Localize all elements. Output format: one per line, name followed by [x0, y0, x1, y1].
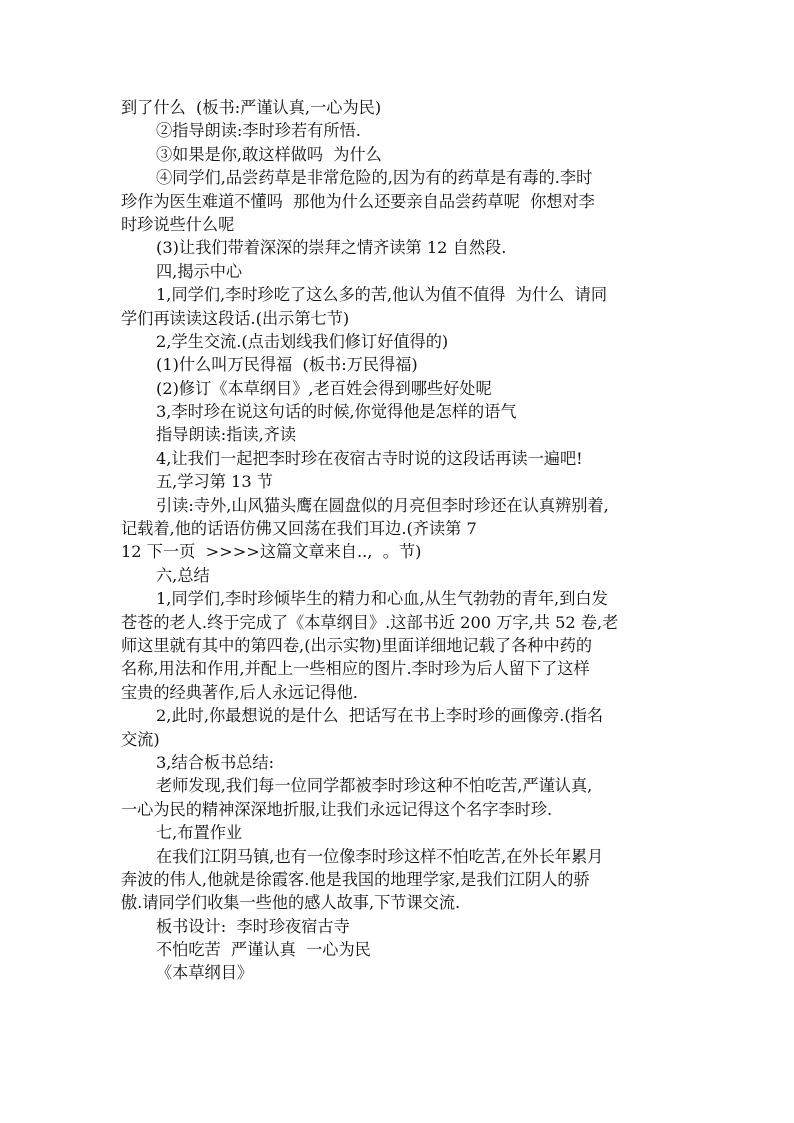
text-line: (3)让我们带着深深的崇拜之情齐读第 12 自然段. [156, 238, 507, 258]
text-line: 名称,用法和作用,并配上一些相应的图片.李时珍为后人留下了这样 [121, 659, 590, 679]
text-line: 引读:寺外,山风猫头鹰在圆盘似的月亮但李时珍还在认真辨别着, [156, 495, 609, 515]
text-line: 1,同学们,李时珍倾毕生的精力和心血,从生气勃勃的青年,到白发 [156, 589, 608, 609]
text-line: 到了什么 (板书:严谨认真,一心为民) [121, 98, 382, 117]
section-heading: 七,布置作业 [156, 823, 243, 843]
text-line: 奔波的伟人,他就是徐霞客.他是我国的地理学家,是我们江阴人的骄 [121, 869, 590, 889]
text-line: 2,此时,你最想说的是什么 把话写在书上李时珍的画像旁.(指名 [156, 706, 604, 726]
text-line: 在我们江阴马镇,也有一位像李时珍这样不怕吃苦,在外长年累月 [156, 846, 604, 866]
text-line: 老师发现,我们每一位同学都被李时珍这种不怕吃苦,严谨认真, [156, 776, 593, 796]
text-line: 宝贵的经典著作,后人永远记得他. [121, 682, 358, 702]
text-line: 一心为民的精神深深地折服,让我们永远记得这个名字李时珍. [121, 799, 553, 819]
text-line: 12 下一页 >>>>这篇文章来自.., 。节) [121, 542, 422, 562]
text-line: 指导朗读:指读,齐读 [156, 425, 297, 445]
text-line: 交流) [121, 729, 160, 749]
text-line: 记载着,他的话语仿佛又回荡在我们耳边.(齐读第 7 [121, 519, 477, 539]
text-line: 傲.请同学们收集一些他的感人故事,下节课交流. [121, 893, 461, 913]
section-heading: 六,总结 [156, 565, 210, 585]
text-line: 1,同学们,李时珍吃了这么多的苦,他认为值不值得 为什么 请同 [156, 285, 608, 305]
text-line: 2,学生交流.(点击划线我们修订好值得的) [156, 331, 449, 351]
text-line: 3,李时珍在说这句话的时候,你觉得他是怎样的语气 [156, 402, 517, 422]
text-line: 珍作为医生难道不懂吗 那他为什么还要亲自品尝药草呢 你想对李 [121, 191, 595, 211]
text-line: (2)修订《本草纲目》,老百姓会得到哪些好处呢 [156, 378, 492, 398]
text-line: 4,让我们一起把李时珍在夜宿古寺时说的这段话再读一遍吧! [156, 448, 583, 468]
text-line: (1)什么叫万民得福 (板书:万民得福) [156, 355, 418, 375]
text-line: 学们再读读这段话.(出示第七节) [121, 308, 350, 328]
text-line: 苍苍的老人.终于完成了《本草纲目》.这部书近 200 万字,共 52 卷,老 [121, 612, 619, 632]
text-line: ④同学们,品尝药草是非常危险的,因为有的药草是有毒的.李时 [156, 168, 593, 188]
blackboard-design-book: 《本草纲目》 [156, 963, 254, 983]
blackboard-design-title: 板书设计: 李时珍夜宿古寺 [156, 916, 350, 936]
text-line: 时珍说些什么呢 [121, 214, 235, 234]
text-line: 师这里就有其中的第四卷,(出示实物)里面详细地记载了各种中药的 [121, 635, 593, 655]
text-line: ②指导朗读:李时珍若有所悟. [156, 121, 361, 141]
text-line: 3,结合板书总结: [156, 752, 275, 772]
text-line: ③如果是你,敢这样做吗 为什么 [156, 144, 382, 164]
blackboard-design-keywords: 不怕吃苦 严谨认真 一心为民 [156, 940, 371, 960]
section-heading: 四,揭示中心 [156, 261, 243, 281]
section-heading: 五,学习第 13 节 [156, 472, 273, 492]
document-body [121, 96, 681, 985]
